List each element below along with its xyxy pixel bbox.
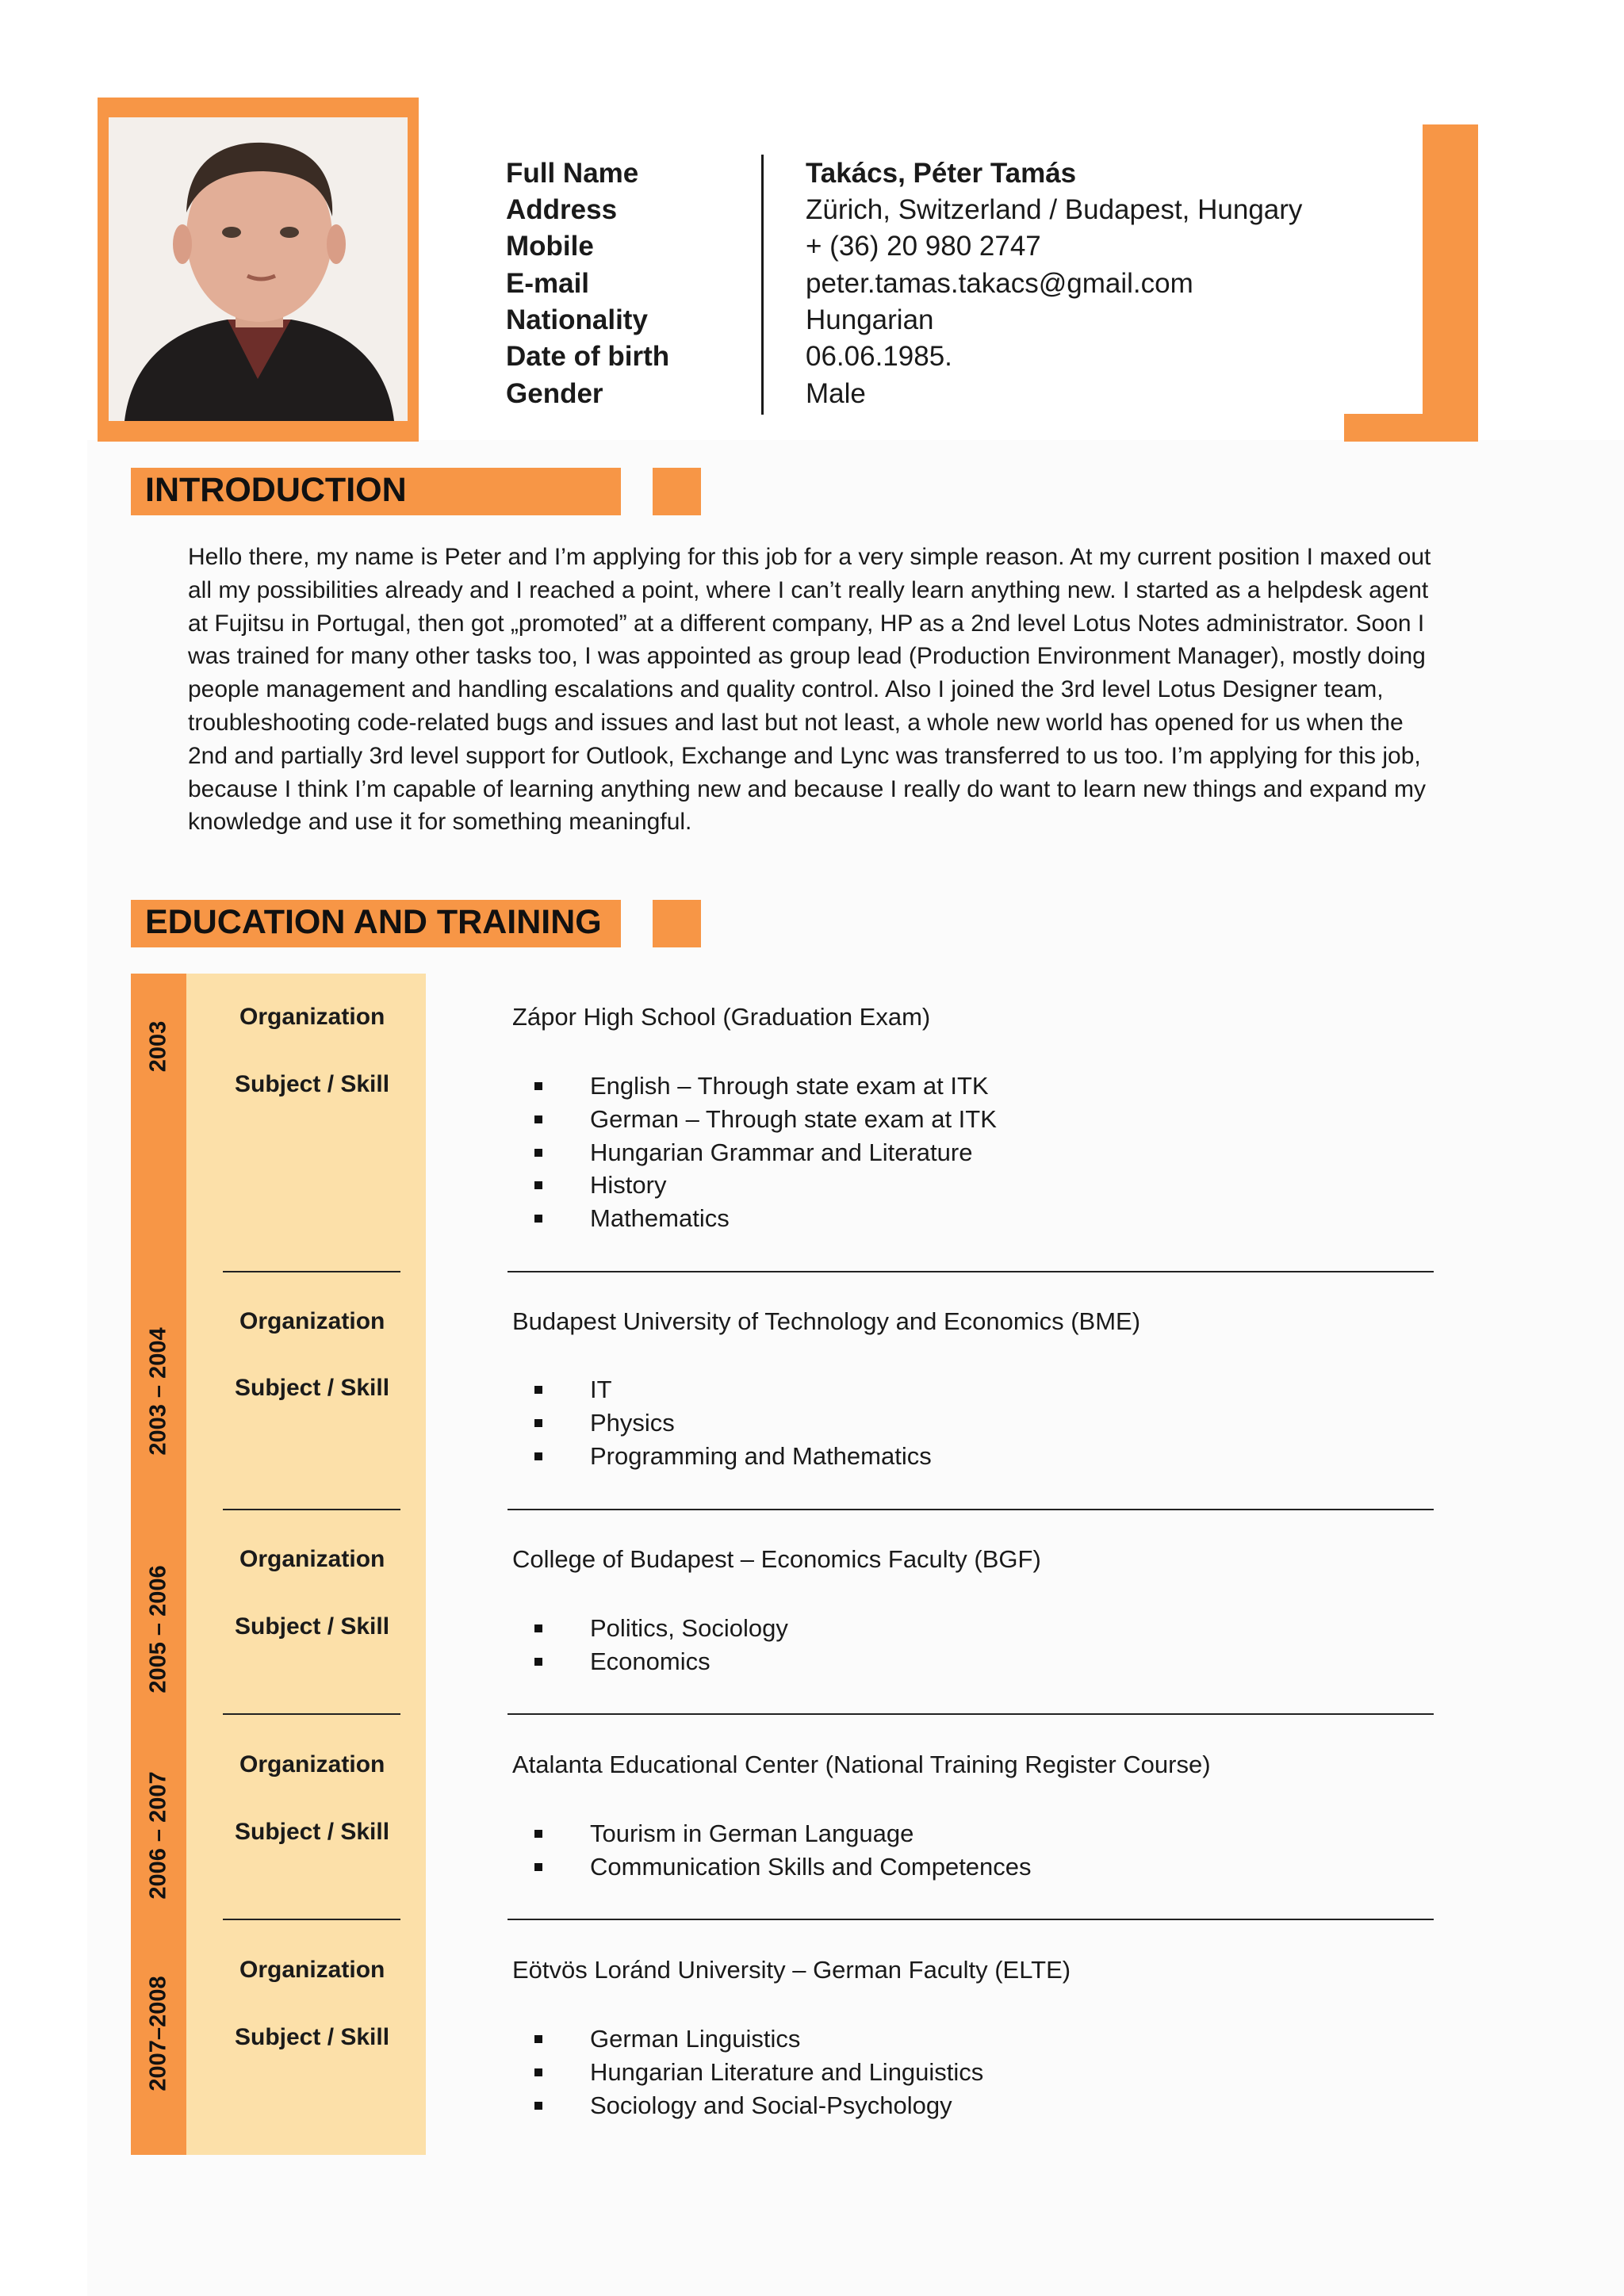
subject-skill-label: Subject / Skill <box>235 1071 390 1097</box>
section-accent-square <box>653 900 701 947</box>
list-item: Politics, Sociology <box>533 1612 788 1645</box>
mobile-label: Mobile <box>506 231 594 262</box>
divider <box>223 1919 400 1920</box>
list-item: Tourism in German Language <box>533 1817 1032 1850</box>
subject-list <box>533 2022 983 2122</box>
mobile-value: + (36) 20 980 2747 <box>806 231 1041 262</box>
divider <box>223 1509 400 1510</box>
subject-list <box>533 1612 788 1678</box>
introduction-text: Hello there, my name is Peter and I’m applying for this job for a very simple reason. At my current position I maxed out all my possibilities already and I reached a point, where I can’t really learn anything new. I started as a helpdesk agent at Fujitsu in Portugal, then got „promoted” at a different company, HP as a 2nd level Lotus Notes administrator. Soon I was trained for many other tasks too, I was appointed as group lead (Production Environment Manager), mostly doing people management and handling escalations and quality control. Also I joined the 3rd level Lotus Designer team, troubleshooting code-related bugs and issues and last but not least, a whole new world has opened for us when the 2nd and partially 3rd level support for Outlook, Exchange and Lync was transferred to us too. I’m applying for this job, because I think I’m capable of learning anything new and because I really do want to learn new things and expand my knowledge and use it for something meaningful. <box>188 544 1431 836</box>
subject-list <box>533 1070 997 1235</box>
email-value: peter.tamas.takacs@gmail.com <box>806 268 1193 299</box>
list-item: Sociology and Social-Psychology <box>533 2089 983 2122</box>
divider <box>223 1271 400 1272</box>
organization-name: Atalanta Educational Center (National Training Register Course) <box>512 1751 1211 1778</box>
divider <box>508 1919 1434 1920</box>
introduction-heading-bar <box>131 468 621 515</box>
organization-name: College of Budapest – Economics Faculty (BGF) <box>512 1545 1041 1573</box>
list-item: Hungarian Grammar and Literature <box>533 1136 997 1169</box>
list-item: History <box>533 1169 997 1202</box>
education-heading: EDUCATION AND TRAINING <box>145 903 602 941</box>
subject-skill-label: Subject / Skill <box>235 2024 390 2050</box>
list-item: Economics <box>533 1645 788 1678</box>
list-item: English – Through state exam at ITK <box>533 1070 997 1103</box>
organization-label: Organization <box>239 1308 385 1334</box>
entry-years: 2003 <box>145 1020 171 1073</box>
address-label: Address <box>506 194 618 225</box>
divider <box>508 1713 1434 1715</box>
divider <box>508 1271 1434 1272</box>
list-item: Programming and Mathematics <box>533 1440 932 1473</box>
organization-name: Budapest University of Technology and Economics (BME) <box>512 1307 1141 1335</box>
subject-skill-label: Subject / Skill <box>235 1375 390 1401</box>
nationality-value: Hungarian <box>806 304 934 335</box>
address-value: Zürich, Switzerland / Budapest, Hungary <box>806 194 1303 225</box>
date-of-birth-label: Date of birth <box>506 341 670 372</box>
education-heading-bar <box>131 900 621 947</box>
decorative-bracket <box>1344 414 1478 442</box>
subject-list <box>533 1373 932 1472</box>
list-item: German – Through state exam at ITK <box>533 1103 997 1136</box>
introduction-heading: INTRODUCTION <box>145 471 407 509</box>
organization-name: Zápor High School (Graduation Exam) <box>512 1003 931 1031</box>
list-item: IT <box>533 1373 932 1406</box>
subject-skill-label: Subject / Skill <box>235 1613 390 1640</box>
organization-label: Organization <box>239 1751 385 1777</box>
full-name-label: Full Name <box>506 158 639 189</box>
subject-list <box>533 1817 1032 1884</box>
profile-photo <box>109 117 408 421</box>
date-of-birth-value: 06.06.1985. <box>806 341 952 372</box>
list-item: Physics <box>533 1406 932 1440</box>
photo-frame <box>98 98 419 442</box>
subject-skill-label: Subject / Skill <box>235 1819 390 1845</box>
entry-years: 2006 – 2007 <box>145 1771 171 1900</box>
gender-label: Gender <box>506 378 603 409</box>
list-item: Communication Skills and Competences <box>533 1850 1032 1884</box>
list-item: German Linguistics <box>533 2022 983 2056</box>
divider <box>508 1509 1434 1510</box>
info-divider <box>761 155 764 415</box>
decorative-bracket <box>1423 124 1478 442</box>
nationality-label: Nationality <box>506 304 648 335</box>
organization-label: Organization <box>239 1957 385 1983</box>
section-accent-square <box>653 468 701 515</box>
email-label: E-mail <box>506 268 590 299</box>
divider <box>223 1713 400 1715</box>
entry-years: 2005 – 2006 <box>145 1565 171 1693</box>
list-item: Mathematics <box>533 1202 997 1235</box>
full-name-value: Takács, Péter Tamás <box>806 158 1077 189</box>
entry-years: 2003 – 2004 <box>145 1327 171 1456</box>
list-item: Hungarian Literature and Linguistics <box>533 2056 983 2089</box>
organization-label: Organization <box>239 1004 385 1030</box>
organization-label: Organization <box>239 1546 385 1572</box>
entry-years: 2007–2008 <box>145 1976 171 2091</box>
gender-value: Male <box>806 378 866 409</box>
organization-name: Eötvös Loránd University – German Faculty (ELTE) <box>512 1956 1071 1984</box>
